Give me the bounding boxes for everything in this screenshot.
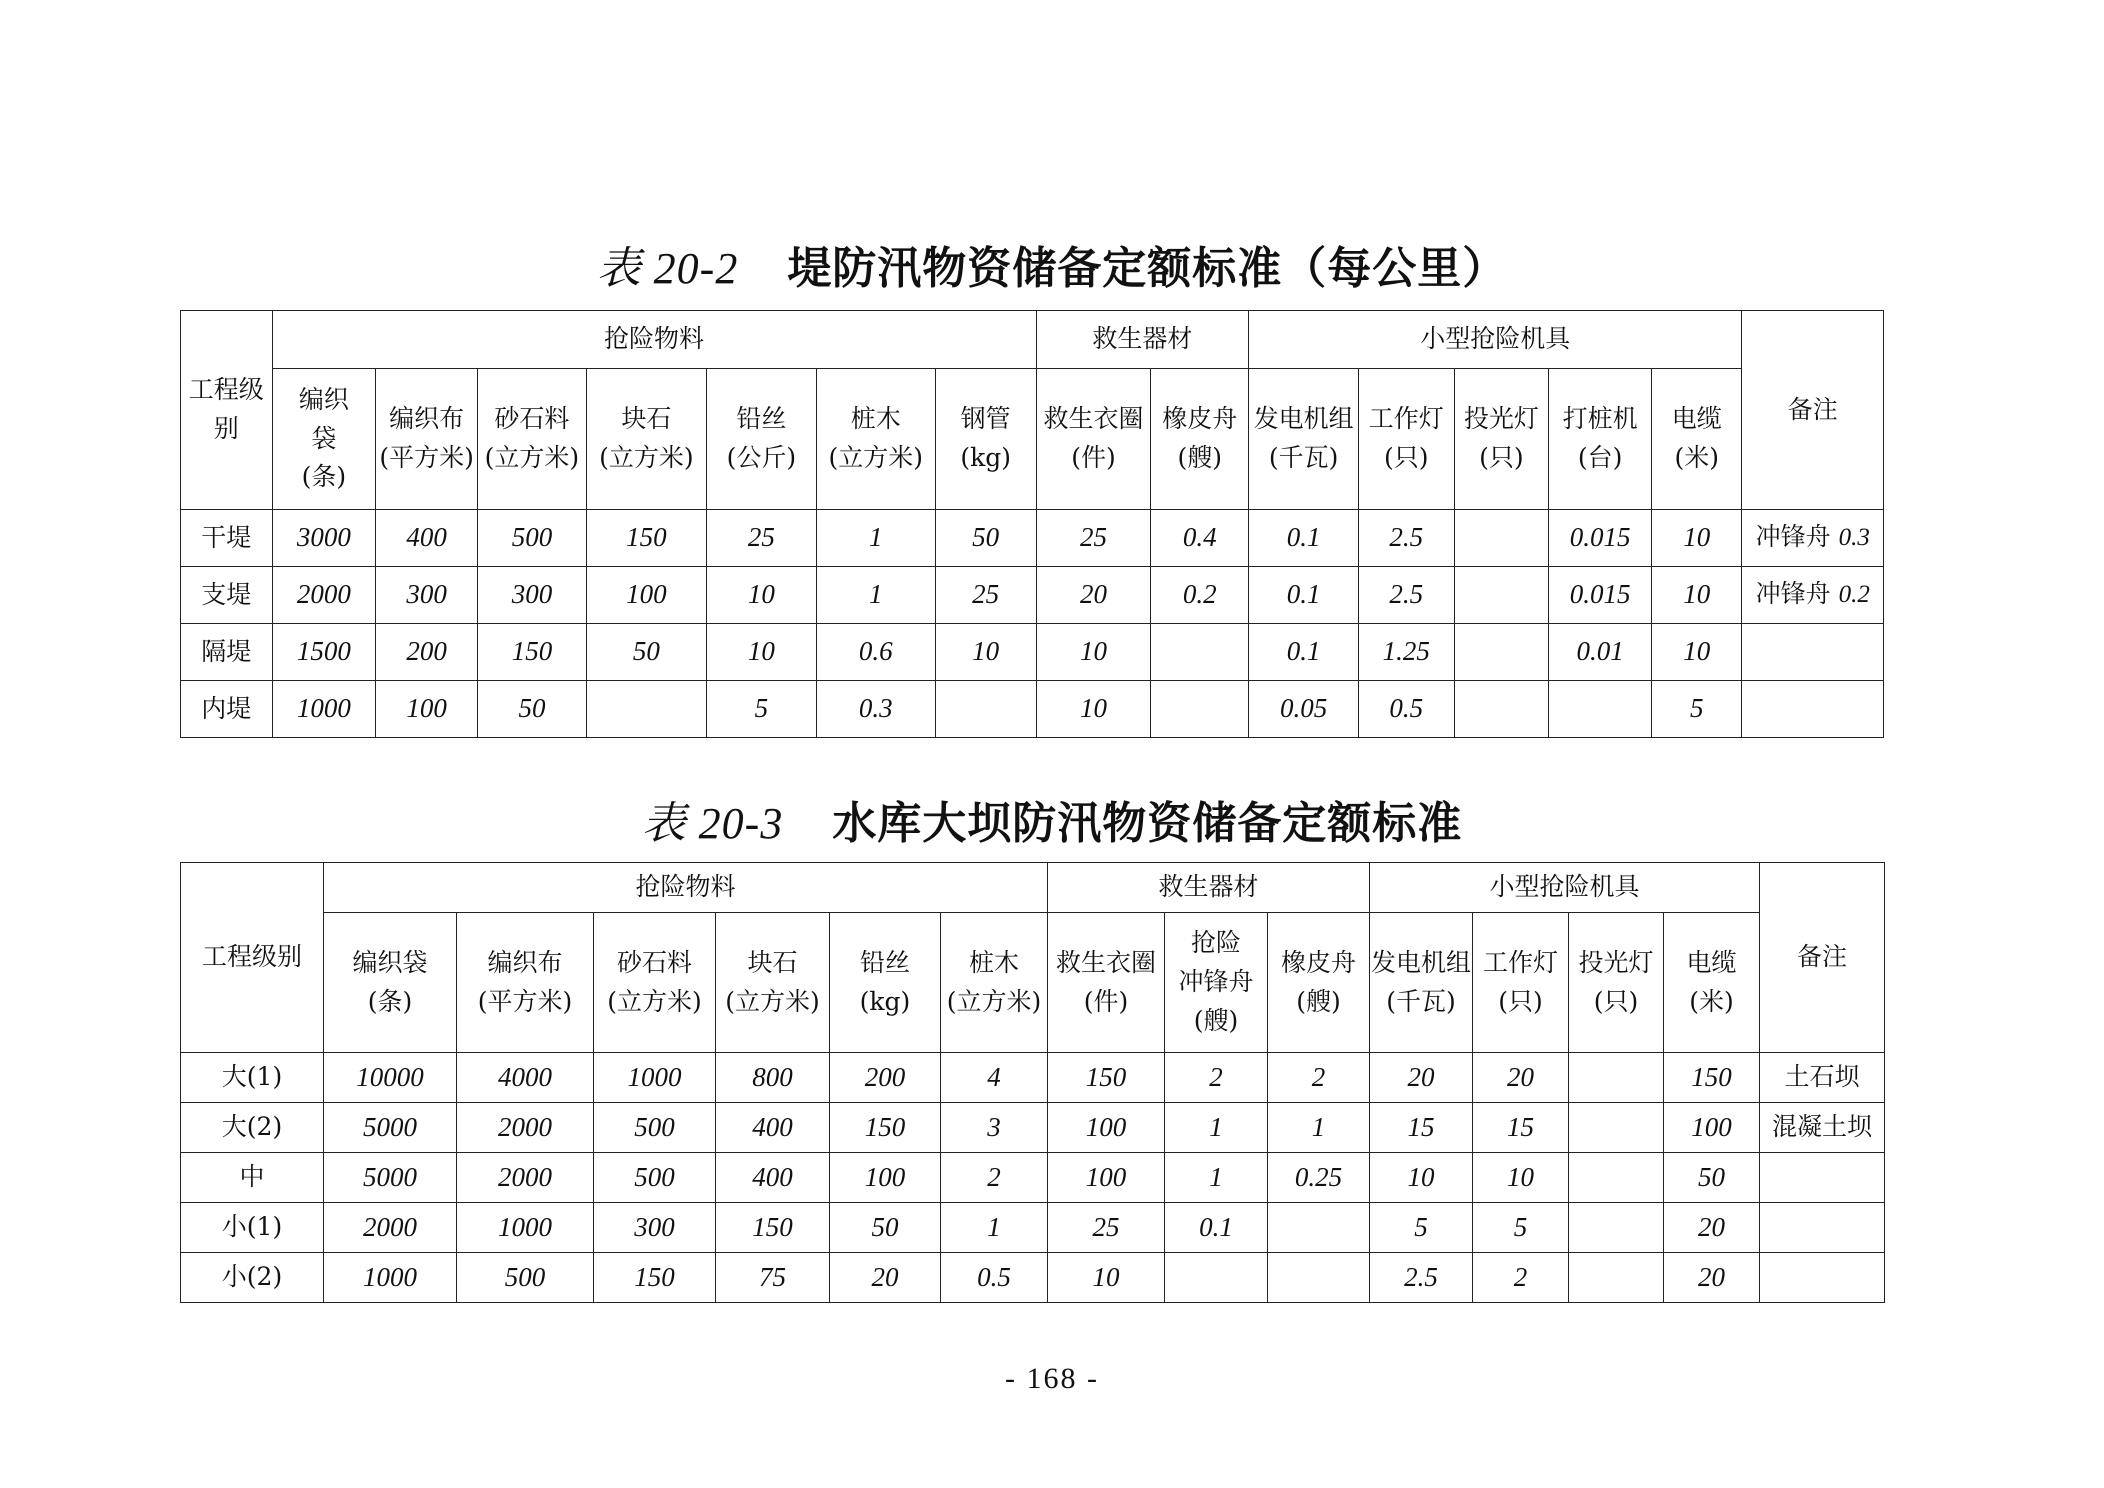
column-header-line: (米) — [1674, 443, 1719, 472]
value-cell: 2000 — [457, 1103, 594, 1153]
column-header-line: 编织袋 — [352, 947, 428, 977]
value-cell: 3 — [941, 1103, 1048, 1153]
level-header: 工程级别 — [181, 863, 324, 1053]
note-cell — [1742, 624, 1884, 681]
value-cell: 0.015 — [1549, 567, 1652, 624]
note-number: 0.2 — [1838, 581, 1870, 609]
group-header: 救生器材 — [1036, 311, 1249, 369]
column-header-line: (件) — [1071, 443, 1116, 472]
column-header-line: (立方米) — [725, 986, 820, 1016]
column-header — [478, 369, 587, 510]
value-cell — [1268, 1203, 1370, 1253]
value-cell: 150 — [1664, 1053, 1760, 1103]
value-cell: 10 — [1651, 567, 1742, 624]
row-level-cell: 中 — [181, 1153, 324, 1203]
value-cell: 0.1 — [1249, 567, 1359, 624]
value-cell: 0.2 — [1151, 567, 1249, 624]
column-header-line: 编织布 — [389, 404, 465, 434]
value-cell: 1 — [816, 510, 935, 567]
column-header-line: 发电机组 — [1253, 404, 1354, 434]
column-header — [935, 369, 1036, 510]
note-header: 备注 — [1760, 863, 1885, 1053]
note-cell — [1760, 1203, 1885, 1253]
column-header-line: 发电机组 — [1371, 947, 1472, 977]
value-cell: 100 — [1048, 1103, 1165, 1153]
column-header-line: (平方米) — [379, 443, 474, 472]
value-cell: 0.01 — [1549, 624, 1652, 681]
value-cell: 200 — [376, 624, 478, 681]
value-cell: 50 — [478, 681, 587, 738]
column-header-line: (只) — [1593, 986, 1639, 1016]
value-cell: 5 — [706, 681, 816, 738]
row-level-cell: 大(2) — [181, 1103, 324, 1153]
value-cell: 150 — [594, 1253, 716, 1303]
note-cell — [1760, 1153, 1885, 1203]
column-header-line: 冲锋舟 — [1178, 967, 1254, 997]
column-header-line: (立方米) — [599, 443, 694, 472]
column-header-line: (艘) — [1177, 443, 1223, 472]
column-header — [1249, 369, 1359, 510]
note-text: 土石坝 — [1784, 1062, 1860, 1092]
column-header — [1151, 369, 1249, 510]
value-cell: 0.25 — [1268, 1153, 1370, 1203]
value-cell: 500 — [457, 1253, 594, 1303]
column-header — [324, 913, 457, 1053]
value-cell: 20 — [1473, 1053, 1569, 1103]
column-header-line: 橡皮舟 — [1162, 404, 1238, 434]
value-cell: 1500 — [272, 624, 376, 681]
row-level-cell: 小(2) — [181, 1253, 324, 1303]
value-cell: 4 — [941, 1053, 1048, 1103]
column-header-line: (只) — [1479, 443, 1524, 472]
value-cell: 20 — [1036, 567, 1151, 624]
value-cell: 20 — [1664, 1203, 1760, 1253]
value-cell: 15 — [1370, 1103, 1473, 1153]
value-cell: 2 — [941, 1153, 1048, 1203]
value-cell: 75 — [716, 1253, 830, 1303]
column-header-line: (公斤) — [726, 443, 797, 472]
value-cell — [1151, 624, 1249, 681]
column-header-line: (台) — [1577, 443, 1623, 472]
group-header: 抢险物料 — [272, 311, 1036, 369]
column-header-line: 工作灯 — [1483, 947, 1559, 977]
column-header-line: 投光灯 — [1578, 947, 1654, 977]
value-cell: 150 — [1048, 1053, 1165, 1103]
value-cell: 50 — [586, 624, 706, 681]
column-header — [1651, 369, 1742, 510]
value-cell: 2000 — [272, 567, 376, 624]
column-header-line: 桩木 — [969, 947, 1020, 977]
column-header-line: (件) — [1083, 986, 1129, 1016]
table-row — [181, 1203, 1885, 1253]
value-cell: 3000 — [272, 510, 376, 567]
value-cell: 2 — [1268, 1053, 1370, 1103]
value-cell: 200 — [830, 1053, 941, 1103]
table-row — [181, 1103, 1885, 1153]
table-20-2-title — [0, 232, 2104, 296]
row-level-cell: 隔堤 — [181, 624, 273, 681]
column-header-line: 铅丝 — [859, 947, 910, 977]
value-cell — [1569, 1153, 1664, 1203]
group-header: 小型抢险机具 — [1370, 863, 1760, 913]
column-header-line: (kg) — [859, 986, 911, 1016]
table-row — [181, 510, 1884, 567]
column-header-line: 编织 — [298, 384, 349, 414]
column-header — [586, 369, 706, 510]
value-cell: 300 — [478, 567, 587, 624]
value-cell: 25 — [935, 567, 1036, 624]
value-cell — [1549, 681, 1652, 738]
value-cell: 2 — [1473, 1253, 1569, 1303]
column-header-line: (条) — [301, 462, 347, 492]
value-cell: 100 — [376, 681, 478, 738]
value-cell: 1000 — [324, 1253, 457, 1303]
value-cell: 150 — [478, 624, 587, 681]
column-header-line: (艘) — [1296, 986, 1341, 1016]
column-header-line: 工作灯 — [1368, 404, 1444, 434]
table-row — [181, 624, 1884, 681]
value-cell: 5 — [1370, 1203, 1473, 1253]
note-cell — [1742, 567, 1884, 624]
value-cell: 5000 — [324, 1153, 457, 1203]
value-cell: 0.4 — [1151, 510, 1249, 567]
value-cell — [1569, 1053, 1664, 1103]
group-header: 抢险物料 — [324, 863, 1048, 913]
column-header-line: (千瓦) — [1268, 443, 1339, 472]
value-cell: 15 — [1473, 1103, 1569, 1153]
table-20-3-caption: 水库大坝防汛物资储备定额标准 — [832, 798, 1463, 849]
value-cell: 2000 — [457, 1153, 594, 1203]
value-cell: 0.015 — [1549, 510, 1652, 567]
column-header — [594, 913, 716, 1053]
column-header — [1664, 913, 1760, 1053]
value-cell: 0.6 — [816, 624, 935, 681]
column-header — [1370, 913, 1473, 1053]
note-cell — [1760, 1103, 1885, 1153]
value-cell: 10 — [1473, 1153, 1569, 1203]
value-cell: 10 — [1048, 1253, 1165, 1303]
value-cell: 0.3 — [816, 681, 935, 738]
value-cell: 20 — [1664, 1253, 1760, 1303]
column-header-line: 桩木 — [850, 404, 901, 434]
value-cell — [935, 681, 1036, 738]
column-header — [1036, 369, 1151, 510]
note-number: 0.3 — [1838, 524, 1870, 552]
column-header-line: (平方米) — [477, 986, 573, 1016]
table-row — [181, 1053, 1885, 1103]
table-20-3-body — [181, 863, 1885, 1303]
value-cell: 5000 — [324, 1103, 457, 1153]
value-cell — [1569, 1253, 1664, 1303]
value-cell: 0.1 — [1249, 624, 1359, 681]
value-cell — [586, 681, 706, 738]
column-header — [1473, 913, 1569, 1053]
value-cell: 0.5 — [941, 1253, 1048, 1303]
column-header — [816, 369, 935, 510]
column-header-line: (立方米) — [484, 443, 580, 472]
value-cell: 400 — [716, 1103, 830, 1153]
group-header: 救生器材 — [1048, 863, 1370, 913]
note-text: 冲锋舟 — [1755, 522, 1839, 552]
column-header — [272, 369, 376, 510]
value-cell: 10 — [1036, 681, 1151, 738]
value-cell: 25 — [1036, 510, 1151, 567]
value-cell: 500 — [594, 1153, 716, 1203]
value-cell: 10000 — [324, 1053, 457, 1103]
column-header-line: 砂石料 — [616, 947, 692, 977]
value-cell: 0.1 — [1165, 1203, 1268, 1253]
value-cell: 100 — [1664, 1103, 1760, 1153]
value-cell: 20 — [1370, 1053, 1473, 1103]
column-header-line: (艘) — [1193, 1005, 1239, 1035]
column-header-line: 块石 — [747, 947, 798, 977]
value-cell: 1 — [1165, 1153, 1268, 1203]
table-20-2 — [180, 310, 1884, 738]
value-cell: 10 — [1036, 624, 1151, 681]
column-header-line: (条) — [367, 986, 413, 1016]
value-cell: 50 — [830, 1203, 941, 1253]
column-header-line: (kg) — [960, 443, 1011, 472]
column-header-line: 救生衣圈 — [1043, 404, 1144, 434]
table-row — [181, 681, 1884, 738]
value-cell: 5 — [1473, 1203, 1569, 1253]
value-cell: 4000 — [457, 1053, 594, 1103]
value-cell: 0.1 — [1249, 510, 1359, 567]
value-cell: 50 — [935, 510, 1036, 567]
value-cell: 1000 — [594, 1053, 716, 1103]
column-header — [830, 913, 941, 1053]
table-20-2-number: 表 20-2 — [596, 244, 739, 293]
column-header-line: 砂石料 — [494, 404, 570, 434]
value-cell: 25 — [706, 510, 816, 567]
note-header: 备注 — [1742, 311, 1884, 510]
column-header-line: (立方米) — [607, 986, 702, 1016]
column-header-line: (只) — [1384, 443, 1429, 472]
value-cell: 100 — [586, 567, 706, 624]
value-cell: 10 — [706, 624, 816, 681]
column-header-line: 投光灯 — [1463, 404, 1539, 434]
page-number: - 168 - — [1005, 1362, 1099, 1395]
value-cell: 100 — [1048, 1153, 1165, 1203]
value-cell: 10 — [1651, 624, 1742, 681]
value-cell — [1165, 1253, 1268, 1303]
column-header-line: (立方米) — [828, 443, 924, 472]
column-header-line: 救生衣圈 — [1056, 947, 1157, 977]
value-cell: 150 — [716, 1203, 830, 1253]
value-cell — [1151, 681, 1249, 738]
value-cell — [1454, 567, 1549, 624]
group-header: 小型抢险机具 — [1249, 311, 1742, 369]
column-header-line: 铅丝 — [736, 404, 787, 434]
column-header — [941, 913, 1048, 1053]
value-cell — [1569, 1203, 1664, 1253]
column-header — [1268, 913, 1370, 1053]
value-cell: 150 — [830, 1103, 941, 1153]
value-cell: 50 — [1664, 1153, 1760, 1203]
column-header — [1165, 913, 1268, 1053]
column-header — [716, 913, 830, 1053]
value-cell: 400 — [376, 510, 478, 567]
column-header-line: 打桩机 — [1562, 404, 1638, 434]
column-header — [1454, 369, 1549, 510]
note-cell — [1742, 510, 1884, 567]
value-cell — [1454, 624, 1549, 681]
column-header-line: 橡皮舟 — [1281, 947, 1357, 977]
value-cell: 2.5 — [1359, 510, 1455, 567]
note-cell — [1742, 681, 1884, 738]
value-cell: 1 — [816, 567, 935, 624]
value-cell: 500 — [478, 510, 587, 567]
column-header-line: (千瓦) — [1386, 986, 1456, 1016]
note-text: 混凝土坝 — [1772, 1112, 1873, 1142]
value-cell: 5 — [1651, 681, 1742, 738]
row-level-cell: 大(1) — [181, 1053, 324, 1103]
column-header — [1549, 369, 1652, 510]
value-cell: 1000 — [457, 1203, 594, 1253]
value-cell: 300 — [376, 567, 478, 624]
value-cell: 0.5 — [1359, 681, 1455, 738]
column-header-line: 钢管 — [960, 404, 1011, 434]
value-cell: 10 — [935, 624, 1036, 681]
value-cell: 100 — [830, 1153, 941, 1203]
table-row — [181, 1253, 1885, 1303]
row-level-cell: 内堤 — [181, 681, 273, 738]
column-header-line: 抢险 — [1191, 928, 1242, 958]
column-header-line: (只) — [1498, 986, 1543, 1016]
value-cell: 1.25 — [1359, 624, 1455, 681]
value-cell: 1 — [1165, 1103, 1268, 1153]
table-20-3 — [180, 862, 1885, 1303]
column-header-line: 电缆 — [1686, 947, 1737, 977]
value-cell: 1 — [941, 1203, 1048, 1253]
column-header — [376, 369, 478, 510]
level-header: 工程级别 — [181, 311, 273, 510]
column-header-line: (米) — [1689, 986, 1734, 1016]
note-cell — [1760, 1253, 1885, 1303]
value-cell: 2.5 — [1359, 567, 1455, 624]
note-cell — [1760, 1053, 1885, 1103]
table-row — [181, 567, 1884, 624]
column-header — [706, 369, 816, 510]
value-cell: 10 — [1651, 510, 1742, 567]
value-cell: 2000 — [324, 1203, 457, 1253]
value-cell: 0.05 — [1249, 681, 1359, 738]
value-cell: 25 — [1048, 1203, 1165, 1253]
row-level-cell: 小(1) — [181, 1203, 324, 1253]
column-header — [1569, 913, 1664, 1053]
value-cell — [1268, 1253, 1370, 1303]
table-20-2-caption: 堤防汛物资储备定额标准（每公里） — [787, 243, 1508, 294]
value-cell: 20 — [830, 1253, 941, 1303]
value-cell: 800 — [716, 1053, 830, 1103]
value-cell: 300 — [594, 1203, 716, 1253]
table-row — [181, 1153, 1885, 1203]
value-cell: 1000 — [272, 681, 376, 738]
row-level-cell: 干堤 — [181, 510, 273, 567]
value-cell: 10 — [706, 567, 816, 624]
row-level-cell: 支堤 — [181, 567, 273, 624]
table-20-2-body — [181, 311, 1884, 738]
table-20-3-number: 表 20-3 — [641, 799, 784, 848]
note-text: 冲锋舟 — [1755, 579, 1839, 609]
value-cell — [1454, 510, 1549, 567]
value-cell: 2 — [1165, 1053, 1268, 1103]
column-header-line: 袋 — [311, 423, 337, 453]
table-20-3-title — [0, 787, 2104, 851]
value-cell: 400 — [716, 1153, 830, 1203]
column-header-line: 块石 — [621, 404, 672, 434]
column-header-line: 编织布 — [487, 947, 563, 977]
column-header-line: 电缆 — [1671, 404, 1722, 434]
value-cell — [1569, 1103, 1664, 1153]
value-cell: 1 — [1268, 1103, 1370, 1153]
column-header — [457, 913, 594, 1053]
value-cell: 2.5 — [1370, 1253, 1473, 1303]
column-header — [1359, 369, 1455, 510]
value-cell: 10 — [1370, 1153, 1473, 1203]
value-cell — [1454, 681, 1549, 738]
value-cell: 500 — [594, 1103, 716, 1153]
column-header-line: (立方米) — [946, 986, 1042, 1016]
value-cell: 150 — [586, 510, 706, 567]
column-header — [1048, 913, 1165, 1053]
